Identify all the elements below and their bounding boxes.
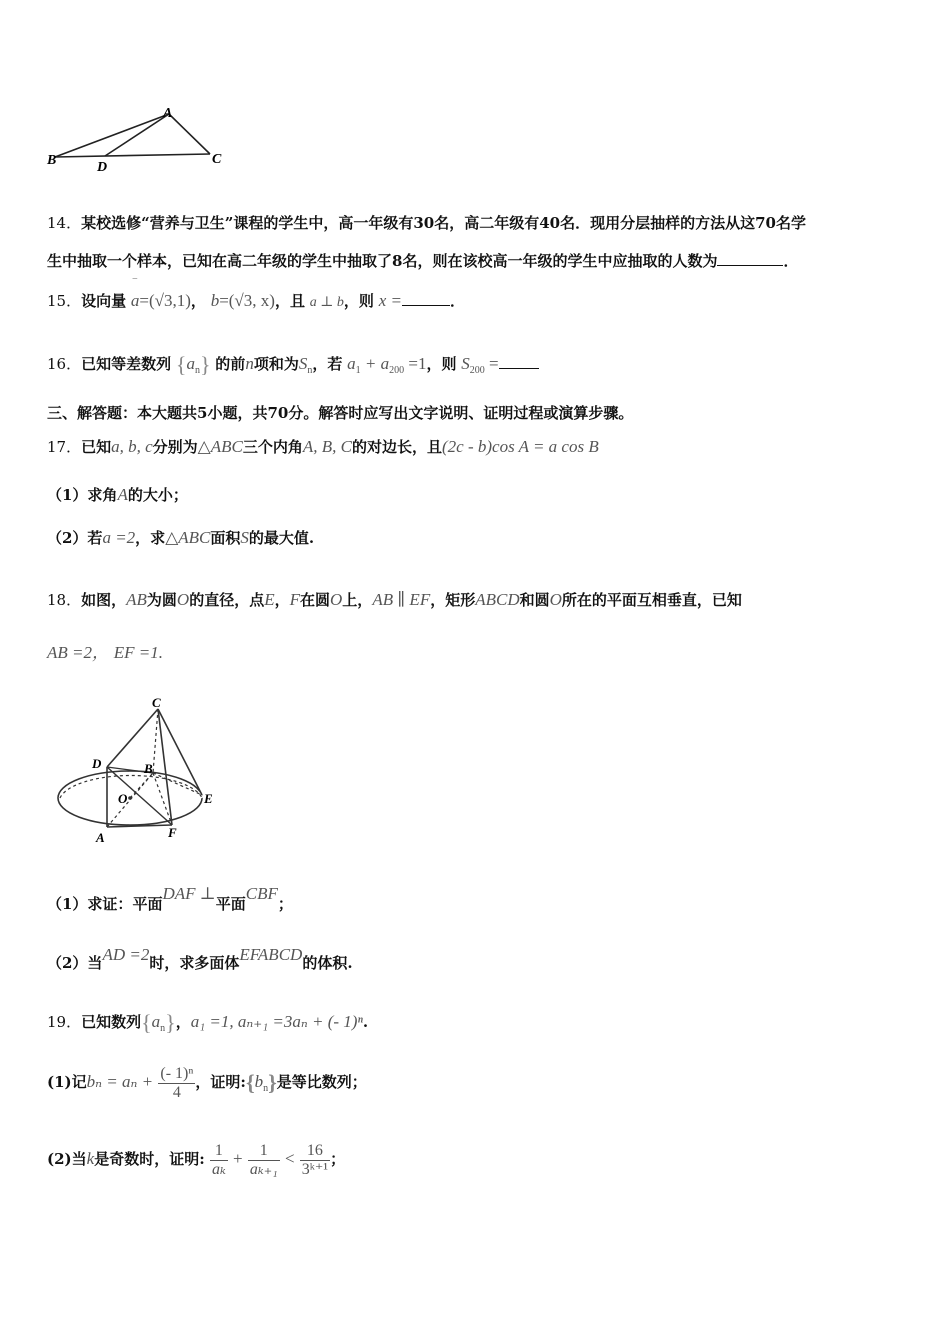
q14-end: ． [783,252,799,270]
q19-less-than: < [284,1149,295,1169]
question-19 [47,1010,368,1036]
triangle-figure [45,100,235,175]
label-D: D [97,160,108,175]
q18-EF-eq: EF =1. [113,643,164,662]
q18-O-3: O [549,590,562,609]
section-3-heading: 三、解答题：本大题共5小题，共70分。解答时应写出文字说明、证明过程或演算步骤。 [47,404,634,422]
q16-text-4: ，若 [312,355,343,373]
question-17 [47,436,599,457]
q17-triangle: △ABC [197,437,243,456]
fig-label-D: D [92,756,102,771]
fig-label-F: F [168,825,177,840]
q14-answer-blank [717,251,783,266]
q15-comma: ， [190,292,206,310]
q18-AB-eq: AB =2， [47,643,109,662]
q17-abc: a, b, c [111,437,153,456]
label-C: C [212,152,222,167]
q19-bn-def: bₙ = aₙ + [86,1072,154,1092]
q19-recurrence: a₁ =1, aₙ₊₁ =3aₙ + (- 1)ⁿ [190,1012,363,1031]
q15-end: ． [449,292,465,310]
q18-comma: ， [274,591,290,609]
q15-vector-a: ‾ a [130,277,140,310]
q17-a-eq: a =2 [102,528,136,547]
q16-Sn: $S_n$ [298,354,313,376]
q16-sequence: $\{a_n\}$ [175,352,211,377]
q18-text-5: 上， [342,591,373,609]
q17-text-3: 三个内角 [242,438,303,456]
solid-figure [50,695,225,850]
q19-frac-2: $\frac{1}{\text{aₖ₊₁}}$ [249,1142,278,1178]
q18-O: O [176,590,190,609]
question-16 [47,352,539,378]
q17-text-2: 分别为 [152,438,198,456]
q15-text-2: ，且 [274,292,305,310]
q18-O-2: O [330,590,343,609]
q18-part-1: （1）求证：平面DAF ⊥平面CBF； [47,884,293,913]
q19-frac-1: $\frac{1}{\text{aₖ}}$ [211,1142,226,1178]
question-18 [47,589,742,610]
q18-text-6: ，矩形 [430,591,476,609]
q18-DAF: DAF ⊥ [162,884,216,903]
q15-vector-a-value: =(√3,1) [139,291,191,310]
q16-n: n [245,354,254,373]
q19-fraction: $\frac{\text{(- 1)ⁿ}}{4}$ [160,1065,194,1101]
q18-number: 18． [47,591,82,609]
q15-text-3: ，则 [343,292,374,310]
q19-end: . [362,1013,369,1031]
q15-vector-b: b [210,291,220,310]
fig-label-A: A [96,830,105,845]
q18-CBF: CBF [245,884,278,903]
q15-answer-blank [402,291,450,306]
fig-label-B: B [144,761,153,776]
q18-given [47,638,163,663]
q14-text-2: 生中抽取一个样本，已知在高二年级的学生中抽取了8名，则在该校高一年级的学生中应抽取的人数为 [47,252,718,270]
q17-angles: A, B, C [302,437,352,456]
label-A: A [163,106,173,121]
q15-x-eq: x = [378,291,402,310]
q16-text-3: 项和为 [253,355,299,373]
q18-AD-eq: AD =2 [102,945,150,964]
q17-text-4: 的对边长，且 [351,438,442,456]
q15-number: 15． [47,292,82,310]
question-15 [47,277,465,311]
q17-area-S: S [240,528,249,547]
q18-AB: AB [126,590,147,609]
question-14-line2 [47,250,798,271]
q16-S200: $S_{200}$ = [461,354,499,376]
q19-plus: + [233,1149,243,1169]
fig-label-C: C [152,695,161,710]
q14-text-1: 某校选修“营养与卫生”课程的学生中，高一年级有30名，高二年级有40名．现用分层抽样的方法从这70名学 [81,214,806,232]
q18-E: E [264,590,275,609]
q18-text-8: 所在的平面互相垂直，已知 [561,591,742,609]
q18-text-2: 为圆 [146,591,177,609]
q19-part-1: (1)记bₙ = aₙ + $\frac{\text{(- 1)ⁿ}}{4}$ ，证明$:\{b_n\}$是等比数列； [47,1065,367,1101]
q19-bn-sequence: $\{b_n\}$ [245,1070,277,1096]
q18-parallel: AB ∥ EF [372,590,431,609]
q18-part-2: （2）当AD =2时，求多面体EFABCD的体积. [47,945,353,972]
q17-number: 17． [47,438,82,456]
q19-comma: ， [175,1013,191,1031]
q17-angle-A: A [117,485,128,504]
q17-text-1: 已知 [81,438,112,456]
q18-ABCD: ABCD [475,590,520,609]
q16-text-1: 已知等差数列 [81,355,172,373]
q18-text-3: 的直径，点 [189,591,265,609]
q19-k: k [86,1149,95,1169]
fig-label-E: E [204,791,213,806]
q18-F: F [289,590,300,609]
q19-frac-3: $\frac{16}{\text{3ᵏ⁺¹}}$ [301,1142,329,1178]
q18-polyhedron: EFABCD [239,945,303,964]
q16-answer-blank [499,354,539,369]
q17-equation: (2c - b)cos A = a cos B [442,437,599,456]
q16-text-2: 的前 [215,355,246,373]
q19-sequence: $\{a_n\}$ [141,1010,176,1035]
q15-perp: a ⊥ b [309,295,344,310]
q17-part-1: （1）求角A的大小； [47,485,188,504]
q15-text-1: 设向量 [81,292,127,310]
q16-number: 16． [47,355,82,373]
q18-text-4: 在圆 [300,591,331,609]
q16-text-5: ，则 [426,355,457,373]
q16-condition: $a_1 + a_{200} =1$ [347,354,427,376]
q17-part-2: （2）若a =2，求△ABC面积S的最大值. [47,528,315,547]
question-14-line1 [47,212,806,233]
q17-p2-triangle: △ABC [165,528,211,547]
q14-number: 14． [47,214,82,232]
label-B: B [47,153,57,168]
q18-text-1: 如图， [81,591,127,609]
q19-number: 19． [47,1013,82,1031]
q15-vector-b-value: =(√3, x) [219,291,275,310]
q18-text-7: 和圆 [519,591,550,609]
q19-part-2: (2)当k是奇数时，证明: $\frac{1}{\text{aₖ}}$ + $\frac{1}{\text{aₖ₊₁}}$ < $\frac{16}{\text{3ᵏ⁺¹}}$ ； [47,1142,346,1178]
q19-text-1: 已知数列 [81,1013,142,1031]
fig-label-O: O [118,791,128,806]
